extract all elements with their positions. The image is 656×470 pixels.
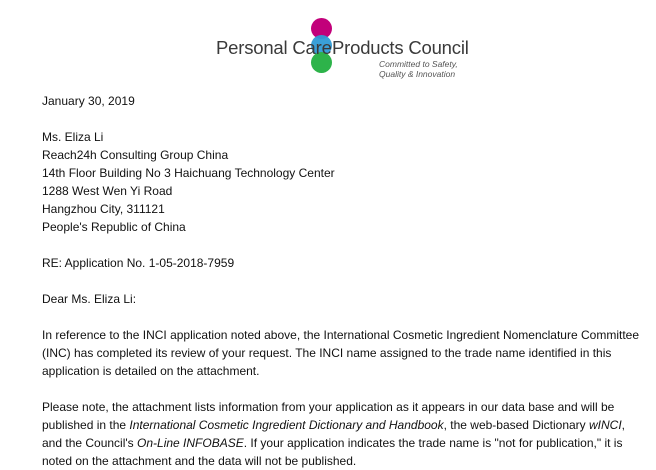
logo-tagline [379, 59, 458, 79]
letter-date: January 30, 2019 [42, 94, 135, 108]
dictionary-title: International Cosmetic Ingredient Dictionary and Handbook [129, 418, 444, 432]
recipient-address [42, 128, 642, 236]
paragraph-1: In reference to the INCI application noted above, the International Cosmetic Ingredient Nomenclature Committee (INC) has completed its review of your request. The INCI name assigned to the trade name identified in this application is detailed on the attachment. [42, 328, 639, 378]
address-line: 14th Floor Building No 3 Haichuang Technology Center [42, 166, 335, 180]
winci-title: wINCI [589, 418, 622, 432]
re-line: RE: Application No. 1-05-2018-7959 [42, 256, 235, 270]
logo-tagline-line1: Committed to Safety, [379, 59, 458, 69]
salutation: Dear Ms. Eliza Li: [42, 292, 137, 306]
letter-body [42, 92, 642, 470]
pcpc-logo [216, 18, 469, 82]
address-line: People's Republic of China [42, 220, 186, 234]
para2-text: . If your application indicates the trade name is "not for publication," it is noted on the attachment and the data will not be published. [42, 436, 623, 468]
para2-text: , the web-based Dictionary [443, 418, 589, 432]
infobase-title: On-Line INFOBASE [137, 436, 244, 450]
address-line: Ms. Eliza Li [42, 130, 104, 144]
logo-name-left: Personal Care [216, 37, 332, 58]
paragraph-2 [42, 398, 642, 470]
address-line: 1288 West Wen Yi Road [42, 184, 173, 198]
para2-text: , and the Council's [42, 418, 626, 450]
address-line: Hangzhou City, 311121 [42, 202, 165, 216]
logo-tagline-line2: Quality & Innovation [379, 69, 456, 79]
logo-name-right: Products Council [332, 37, 469, 58]
address-line: Reach24h Consulting Group China [42, 148, 229, 162]
para2-text: Please note, the attachment lists information from your application as it appears in our data base and will be published in the [42, 400, 615, 432]
